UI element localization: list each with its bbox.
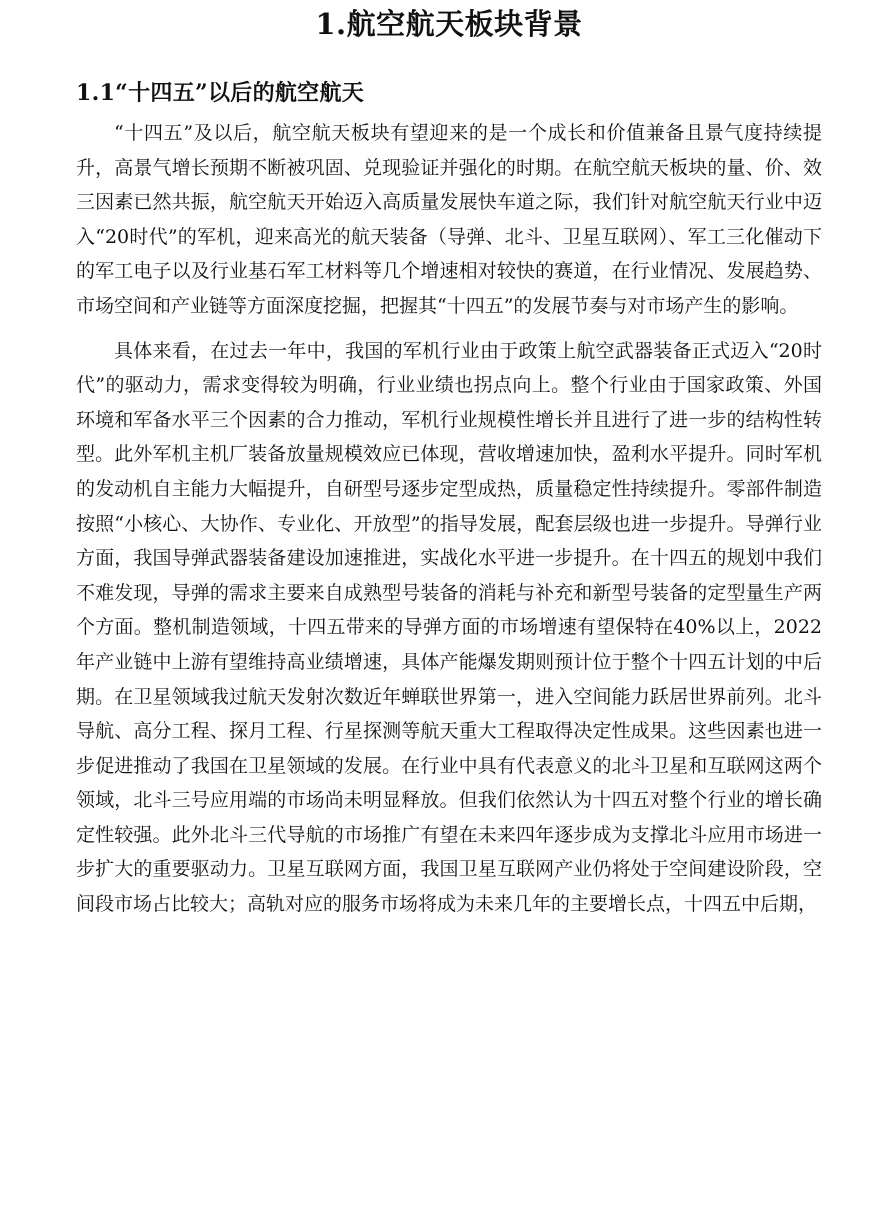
section-heading: 1.1“十四五”以后的航空航天	[76, 80, 365, 106]
document-title: 1.航空航天板块背景	[315, 7, 583, 41]
body-paragraph: 具体来看，在过去一年中，我国的军机行业由于政策上航空武器装备正式迈入“20时代”的驱动力，需求变得较为明确，行业业绩也拐点向上。整个行业由于国家政策、外国环境和军备水平三个因素的合力推动，军机行业规模性增长并且进行了进一步的结构性转型。此外军机主机厂装备放量规模效应已体现，营收增速加快，盈利水平提升。同时军机的发动机自主能力大幅提升，自研型号逐步定型成热，质量稳定性持续提升。零部件制造按照“小核心、大协作、专业化、开放型”的指导发展，配套层级也进一步提升。导弹行业方面，我国导弹武器装备建设加速推进，实战化水平进一步提升。在十四五的规划中我们不难发现，导弹的需求主要来自成熟型号装备的消耗与补充和新型号装备的定型量生产两个方面。整机制造领域，十四五带来的导弹方面的市场增速有望保特在40%以上，2022年产业链中上游有望维持高业绩增速，具体产能爆发期则预计位于整个十四五计划的中后期。在卫星领域我过航天发射次数近年蝉联世界第一，进入空间能力跃居世界前列。北斗导航、高分工程、探月工程、行星探测等航天重大工程取得决定性成果。这些因素也进一步促进推动了我国在卫星领域的发展。在行业中具有代表意义的北斗卫星和互联网这两个领域，北斗三号应用端的市场尚未明显释放。但我们依然认为十四五对整个行业的增长确定性较强。此外北斗三代导航的市场推广有望在未来四年逐步成为支撑北斗应用市场进一步扩大的重要驱动力。卫星互联网方面，我国卫星互联网产业仍将处于空间建设阶段，空间段市场占比较大；高轨对应的服务市场将成为未来几年的主要增长点，十四五中后期，	[76, 339, 822, 916]
body-paragraph: “十四五”及以后，航空航天板块有望迎来的是一个成长和价值兼备且景气度持续提升，高景气增长预期不断被巩固、兑现验证并强化的时期。在航空航天板块的量、价、效三因素已然共振，航空航天开始迈入高质量发展快车道之际，我们针对航空航天行业中迈入“20时代”的军机，迎来高光的航天装备（导弹、北斗、卫星互联网）、军工三化催动下的军工电子以及行业基石军工材料等几个增速相对较快的赛道，在行业情况、发展趋势、市场空间和产业链等方面深度挖掘，把握其“十四五”的发展节奏与对市场产生的影响。	[76, 122, 822, 317]
